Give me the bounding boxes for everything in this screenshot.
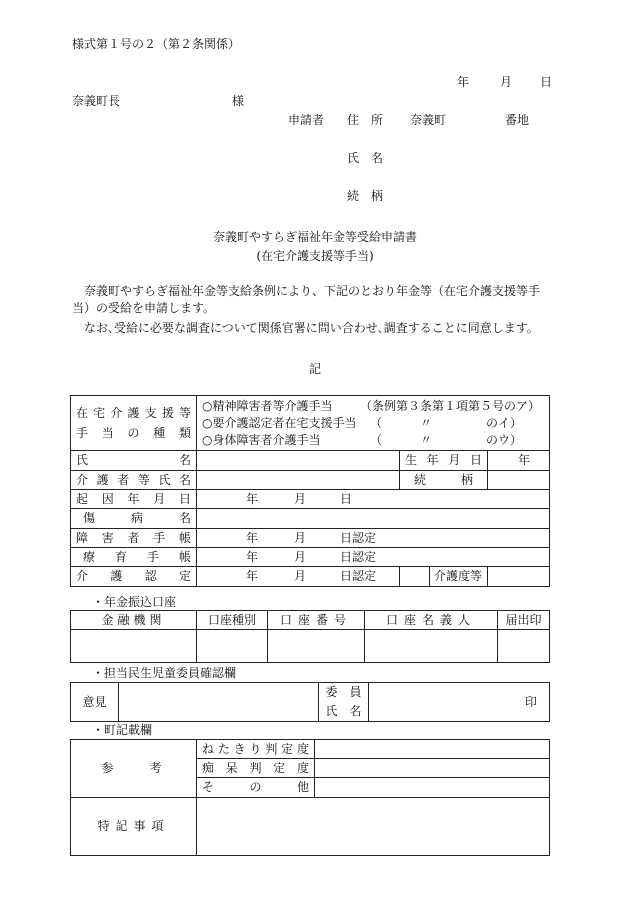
row-rehab-book-label: 療育手帳 — [71, 548, 197, 567]
allowance-type-label: 在宅介護支援等 手当の種類 — [71, 396, 197, 451]
bank-number-field[interactable] — [268, 630, 365, 663]
bank-header-seal: 届出印 — [498, 611, 550, 630]
reference-label: 参 考 — [71, 740, 197, 798]
opinion-label: 意見 — [71, 683, 119, 722]
bank-type-field[interactable] — [197, 630, 268, 663]
form-subtitle: (在宅介護支援等手当) — [256, 249, 374, 263]
applicant-relation-label: 続 柄 — [347, 189, 384, 203]
relation-field[interactable] — [488, 471, 550, 490]
addressee-name: 奈義町長 — [72, 94, 121, 108]
allowance-type-options — [197, 396, 550, 451]
welfare-table — [70, 682, 550, 722]
bank-header-institution: 金融機関 — [71, 611, 197, 630]
applicant-name-label: 氏 名 — [347, 151, 384, 165]
care-cert-field[interactable]: 年 月 日認定 — [197, 567, 400, 587]
option-mental[interactable]: ○精神障害者等介護手当 （条例第３条第１項第５号のア） — [202, 398, 541, 413]
applicant-label: 申請者 — [288, 113, 325, 127]
rehab-book-field[interactable]: 年 月 日認定 — [197, 548, 550, 567]
bank-table — [70, 610, 550, 663]
bank-institution-field[interactable] — [71, 630, 197, 663]
dementia-field[interactable] — [315, 759, 550, 778]
opinion-field[interactable] — [119, 683, 319, 722]
bank-holder-field[interactable] — [365, 630, 498, 663]
bedridden-label: ねたきり判定度 — [197, 740, 315, 759]
caregiver-name-field[interactable] — [197, 471, 400, 490]
bank-seal-field[interactable] — [498, 630, 550, 663]
special-notes-field[interactable] — [197, 798, 550, 856]
bank-header-type: 口座種別 — [197, 611, 268, 630]
form-number: 様式第１号の２（第２条関係） — [72, 37, 241, 51]
other-label: その他 — [197, 778, 315, 798]
town-table — [70, 739, 550, 856]
town-section-title: ・町記載欄 — [92, 723, 153, 737]
row-cause-date-label: 起因年月日 — [71, 490, 197, 509]
date-year-label: 年 — [457, 75, 470, 89]
row-disability-book-label: 障害者手帳 — [71, 529, 197, 548]
row-birth-label: 生年月日 — [400, 451, 488, 471]
row-care-cert-label: 介護認定 — [71, 567, 197, 587]
main-info-table — [70, 395, 550, 587]
bedridden-field[interactable] — [315, 740, 550, 759]
other-field[interactable] — [315, 778, 550, 798]
member-label: 委 員 氏 名 — [319, 683, 369, 722]
option-physical[interactable]: ○身体障害者介護手当 （ 〃 のウ） — [202, 432, 522, 447]
row-disease-label: 傷病名 — [71, 509, 197, 529]
special-notes-label: 特記事項 — [71, 798, 197, 856]
date-month-label: 月 — [500, 75, 513, 89]
date-day-label: 日 — [540, 75, 553, 89]
body-paragraph-1: 奈義町やすらぎ福祉年金等支給条例により、下記のとおり年金等（在宅介護支援等手当）の受給を申請します。 — [72, 284, 541, 315]
applicant-address-label: 住 所 — [347, 113, 384, 127]
option-care-cert[interactable]: ○要介護認定者在宅支援手当 （ 〃 のイ） — [202, 415, 522, 430]
bank-header-number: 口座番号 — [268, 611, 365, 630]
cause-date-field[interactable]: 年 月 日 — [197, 490, 550, 509]
addressee-honorific: 様 — [232, 94, 245, 108]
disability-book-field[interactable]: 年 月 日認定 — [197, 529, 550, 548]
bank-section-title: ・年金振込口座 — [92, 595, 177, 609]
body-paragraph-2: なお､受給に必要な調査について関係官署に問い合わせ､調査することに同意します。 — [84, 321, 539, 335]
bank-header-holder: 口座名義人 — [365, 611, 498, 630]
ki-label: 記 — [308, 362, 321, 376]
applicant-address-town: 奈義町 — [410, 113, 447, 127]
row-caregiver-label: 介護者等氏名 — [71, 471, 197, 490]
care-level-field[interactable] — [488, 567, 550, 587]
welfare-section-title: ・担当民生児童委員確認欄 — [92, 666, 237, 680]
name-field[interactable] — [197, 451, 400, 471]
care-level-label: 介護度等 — [400, 567, 488, 587]
dementia-label: 痴呆判定度 — [197, 759, 315, 778]
applicant-address-suffix: 番地 — [505, 113, 530, 127]
row-relation-label: 続柄 — [400, 471, 488, 490]
disease-field[interactable] — [197, 509, 550, 529]
form-title: 奈義町やすらぎ福祉年金等受給申請書 — [212, 230, 417, 244]
birth-date-field[interactable]: 年 — [488, 451, 550, 471]
row-name-label: 氏名 — [71, 451, 197, 471]
member-seal[interactable]: 印 — [369, 683, 550, 722]
